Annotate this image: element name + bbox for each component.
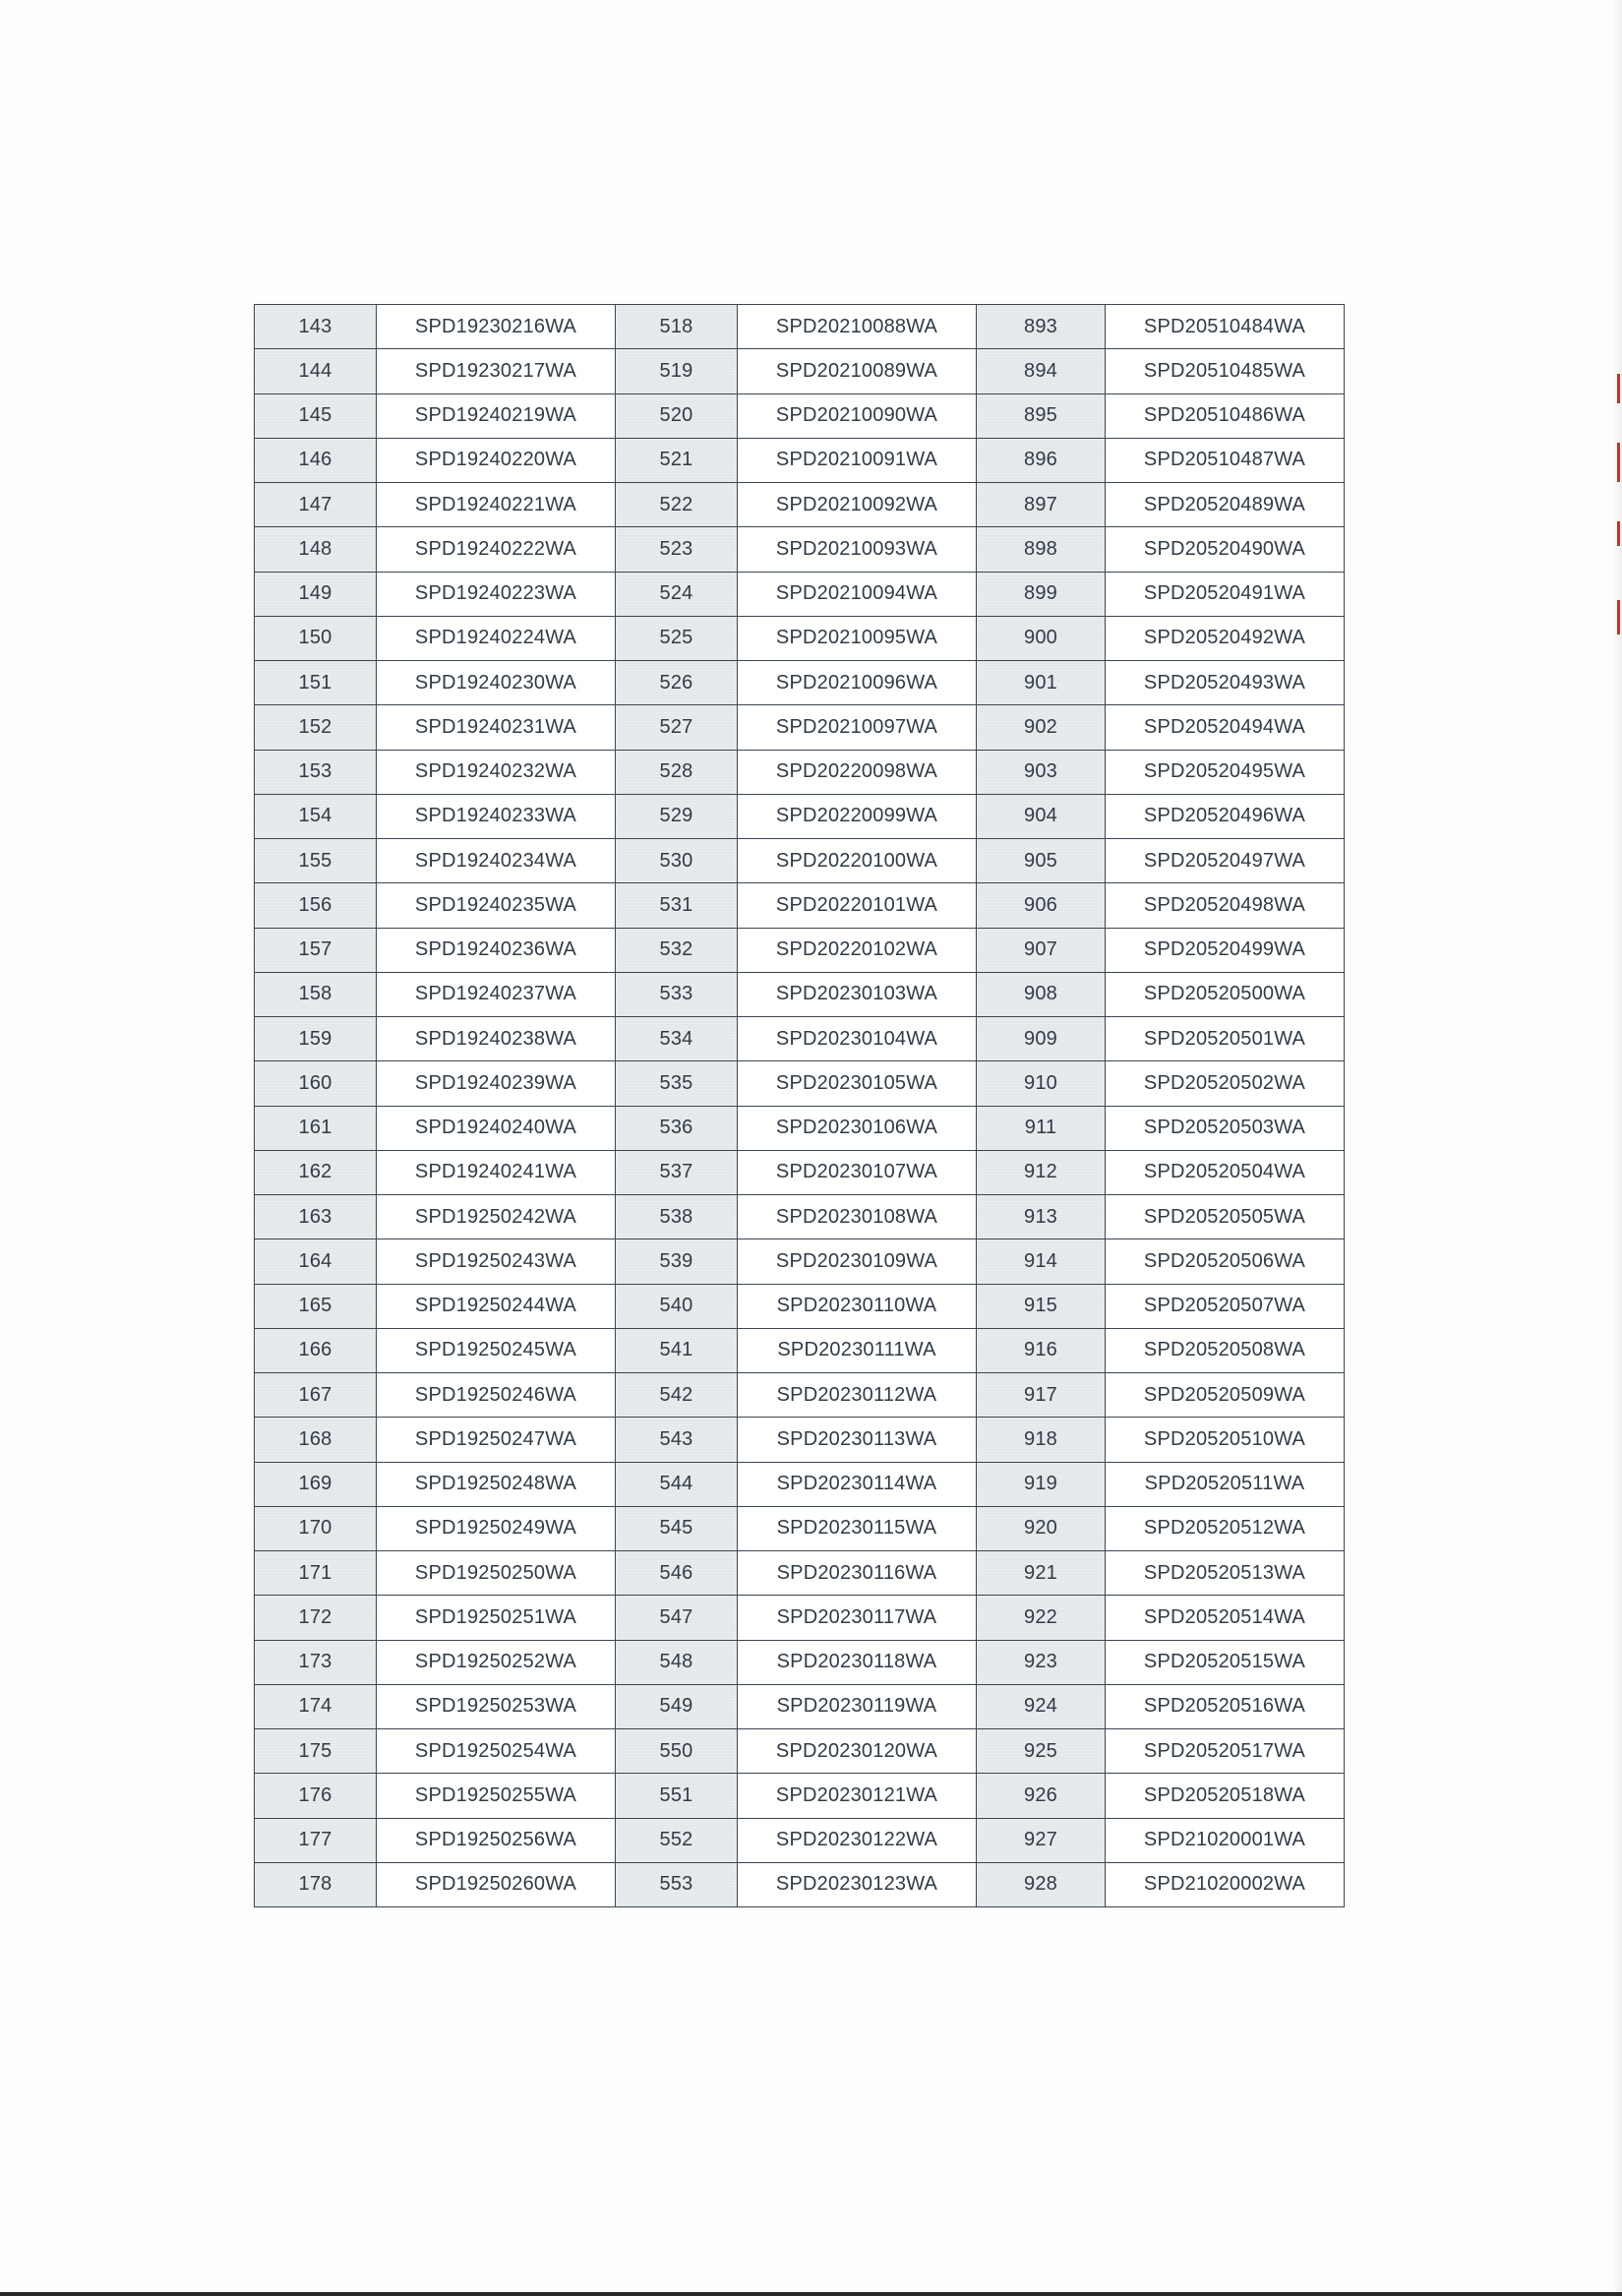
row-number-cell: 525 [616,616,738,660]
row-number-cell: 535 [616,1061,738,1106]
table-row [255,1150,1345,1194]
serial-code-cell: SPD20520515WA [1106,1640,1345,1684]
table-row [255,1017,1345,1061]
table-row [255,1328,1345,1372]
serial-code-cell: SPD20230115WA [738,1506,977,1550]
serial-code-cell: SPD20520494WA [1106,705,1345,750]
table-row [255,1640,1345,1684]
row-number-cell: 548 [616,1640,738,1684]
serial-code-cell: SPD20210090WA [738,393,977,438]
serial-code-cell: SPD19240235WA [377,883,616,928]
table-row [255,483,1345,527]
serial-code-cell: SPD19230217WA [377,349,616,393]
row-number-cell: 163 [255,1195,377,1239]
row-number-cell: 925 [977,1729,1106,1774]
serial-code-cell: SPD19240223WA [377,572,616,616]
row-number-cell: 144 [255,349,377,393]
serial-code-cell: SPD20210093WA [738,527,977,572]
row-number-cell: 172 [255,1596,377,1640]
row-number-cell: 519 [616,349,738,393]
row-number-cell: 908 [977,972,1106,1016]
row-number-cell: 154 [255,794,377,838]
serial-code-cell: SPD20520491WA [1106,572,1345,616]
serial-code-cell: SPD20230114WA [738,1462,977,1506]
serial-code-cell: SPD20520517WA [1106,1729,1345,1774]
serial-code-cell: SPD19250246WA [377,1373,616,1418]
row-number-cell: 161 [255,1106,377,1150]
serial-code-cell: SPD19240233WA [377,794,616,838]
row-number-cell: 900 [977,616,1106,660]
serial-code-cell: SPD20210091WA [738,438,977,482]
row-number-cell: 176 [255,1774,377,1818]
row-number-cell: 526 [616,661,738,705]
serial-code-cell: SPD20520495WA [1106,750,1345,794]
serial-code-cell: SPD20220102WA [738,928,977,972]
row-number-cell: 532 [616,928,738,972]
table-row [255,705,1345,750]
row-number-cell: 520 [616,393,738,438]
serial-code-cell: SPD20230112WA [738,1373,977,1418]
row-number-cell: 149 [255,572,377,616]
table-row [255,972,1345,1016]
table-row [255,1551,1345,1596]
serial-code-cell: SPD20210095WA [738,616,977,660]
serial-code-cell: SPD20210088WA [738,305,977,349]
serial-code-cell: SPD20220098WA [738,750,977,794]
row-number-cell: 917 [977,1373,1106,1418]
serial-code-cell: SPD20520503WA [1106,1106,1345,1150]
serial-code-cell: SPD19230216WA [377,305,616,349]
serial-code-cell: SPD19250249WA [377,1506,616,1550]
row-number-cell: 150 [255,616,377,660]
serial-code-cell: SPD19240222WA [377,527,616,572]
serial-code-cell: SPD20230120WA [738,1729,977,1774]
table-row [255,1462,1345,1506]
row-number-cell: 902 [977,705,1106,750]
row-number-cell: 910 [977,1061,1106,1106]
row-number-cell: 906 [977,883,1106,928]
table-row [255,1774,1345,1818]
row-number-cell: 550 [616,1729,738,1774]
row-number-cell: 159 [255,1017,377,1061]
row-number-cell: 922 [977,1596,1106,1640]
serial-code-cell: SPD20520507WA [1106,1284,1345,1328]
row-number-cell: 905 [977,839,1106,883]
row-number-cell: 178 [255,1862,377,1906]
row-number-cell: 171 [255,1551,377,1596]
serial-code-cell: SPD20510486WA [1106,393,1345,438]
row-number-cell: 177 [255,1818,377,1862]
row-number-cell: 928 [977,1862,1106,1906]
row-number-cell: 901 [977,661,1106,705]
row-number-cell: 536 [616,1106,738,1150]
serial-code-cell: SPD19240234WA [377,839,616,883]
table-row [255,1061,1345,1106]
row-number-cell: 169 [255,1462,377,1506]
row-number-cell: 143 [255,305,377,349]
row-number-cell: 170 [255,1506,377,1550]
serial-code-cell: SPD20210094WA [738,572,977,616]
serial-code-cell: SPD19240230WA [377,661,616,705]
row-number-cell: 926 [977,1774,1106,1818]
serial-code-cell: SPD20210092WA [738,483,977,527]
row-number-cell: 156 [255,883,377,928]
row-number-cell: 893 [977,305,1106,349]
serial-code-cell: SPD20520518WA [1106,1774,1345,1818]
row-number-cell: 148 [255,527,377,572]
row-number-cell: 552 [616,1818,738,1862]
serial-code-cell: SPD19240239WA [377,1061,616,1106]
serial-code-cell: SPD19240231WA [377,705,616,750]
serial-code-cell: SPD20230118WA [738,1640,977,1684]
row-number-cell: 522 [616,483,738,527]
row-number-cell: 155 [255,839,377,883]
serial-code-cell: SPD20230108WA [738,1195,977,1239]
serial-code-cell: SPD19250242WA [377,1195,616,1239]
serial-code-cell: SPD20520506WA [1106,1239,1345,1284]
row-number-cell: 916 [977,1328,1106,1372]
serial-code-cell: SPD20220100WA [738,839,977,883]
row-number-cell: 521 [616,438,738,482]
serial-code-cell: SPD20230123WA [738,1862,977,1906]
row-number-cell: 545 [616,1506,738,1550]
row-number-cell: 920 [977,1506,1106,1550]
serial-code-cell: SPD20230110WA [738,1284,977,1328]
row-number-cell: 158 [255,972,377,1016]
row-number-cell: 529 [616,794,738,838]
row-number-cell: 899 [977,572,1106,616]
row-number-cell: 165 [255,1284,377,1328]
row-number-cell: 145 [255,393,377,438]
row-number-cell: 924 [977,1684,1106,1728]
serial-code-cell: SPD20520505WA [1106,1195,1345,1239]
serial-code-cell: SPD19240224WA [377,616,616,660]
row-number-cell: 173 [255,1640,377,1684]
row-number-cell: 168 [255,1418,377,1462]
serial-code-cell: SPD20210096WA [738,661,977,705]
row-number-cell: 912 [977,1150,1106,1194]
serial-code-cell: SPD21020001WA [1106,1818,1345,1862]
serial-code-cell: SPD19250252WA [377,1640,616,1684]
serial-code-cell: SPD20230122WA [738,1818,977,1862]
serial-code-cell: SPD20520492WA [1106,616,1345,660]
row-number-cell: 919 [977,1462,1106,1506]
table-row [255,1239,1345,1284]
row-number-cell: 537 [616,1150,738,1194]
row-number-cell: 551 [616,1774,738,1818]
serial-code-cell: SPD20230113WA [738,1418,977,1462]
row-number-cell: 542 [616,1373,738,1418]
serial-code-cell: SPD21020002WA [1106,1862,1345,1906]
serial-code-cell: SPD19240240WA [377,1106,616,1150]
serial-code-cell: SPD19250250WA [377,1551,616,1596]
row-number-cell: 518 [616,305,738,349]
row-number-cell: 175 [255,1729,377,1774]
table-row [255,1284,1345,1328]
serial-code-cell: SPD20520490WA [1106,527,1345,572]
row-number-cell: 894 [977,349,1106,393]
serial-code-cell: SPD20520502WA [1106,1061,1345,1106]
table-row [255,1596,1345,1640]
row-number-cell: 915 [977,1284,1106,1328]
row-number-cell: 927 [977,1818,1106,1862]
table-row [255,1684,1345,1728]
row-number-cell: 152 [255,705,377,750]
serial-code-cell: SPD20520504WA [1106,1150,1345,1194]
row-number-cell: 531 [616,883,738,928]
row-number-cell: 174 [255,1684,377,1728]
serial-code-cell: SPD20230119WA [738,1684,977,1728]
serial-code-cell: SPD20230105WA [738,1061,977,1106]
serial-code-cell: SPD19250243WA [377,1239,616,1284]
row-number-cell: 146 [255,438,377,482]
row-number-cell: 527 [616,705,738,750]
row-number-cell: 541 [616,1328,738,1372]
serial-code-cell: SPD20520500WA [1106,972,1345,1016]
serial-code-cell: SPD19250254WA [377,1729,616,1774]
code-list-body [255,305,1345,1907]
row-number-cell: 528 [616,750,738,794]
scan-bottom-edge [0,2292,1622,2296]
row-number-cell: 895 [977,393,1106,438]
row-number-cell: 897 [977,483,1106,527]
serial-code-cell: SPD20520516WA [1106,1684,1345,1728]
table-row [255,305,1345,349]
row-number-cell: 157 [255,928,377,972]
scan-edge-shadow [1612,0,1622,2296]
table-row [255,750,1345,794]
serial-code-cell: SPD20520493WA [1106,661,1345,705]
serial-code-cell: SPD20230109WA [738,1239,977,1284]
serial-code-cell: SPD20520512WA [1106,1506,1345,1550]
row-number-cell: 538 [616,1195,738,1239]
serial-code-cell: SPD20210097WA [738,705,977,750]
row-number-cell: 160 [255,1061,377,1106]
row-number-cell: 153 [255,750,377,794]
serial-code-cell: SPD19250247WA [377,1418,616,1462]
serial-code-cell: SPD19240236WA [377,928,616,972]
table-row [255,928,1345,972]
row-number-cell: 533 [616,972,738,1016]
table-row [255,527,1345,572]
serial-code-cell: SPD20520513WA [1106,1551,1345,1596]
row-number-cell: 543 [616,1418,738,1462]
row-number-cell: 914 [977,1239,1106,1284]
serial-code-cell: SPD19240232WA [377,750,616,794]
row-number-cell: 151 [255,661,377,705]
serial-code-cell: SPD20520496WA [1106,794,1345,838]
serial-code-cell: SPD20210089WA [738,349,977,393]
table-row [255,393,1345,438]
serial-code-cell: SPD20220099WA [738,794,977,838]
serial-code-cell: SPD20520511WA [1106,1462,1345,1506]
serial-code-cell: SPD20520508WA [1106,1328,1345,1372]
row-number-cell: 898 [977,527,1106,572]
row-number-cell: 553 [616,1862,738,1906]
row-number-cell: 166 [255,1328,377,1372]
table-row [255,1818,1345,1862]
row-number-cell: 911 [977,1106,1106,1150]
row-number-cell: 540 [616,1284,738,1328]
serial-code-cell: SPD19250251WA [377,1596,616,1640]
row-number-cell: 913 [977,1195,1106,1239]
serial-code-cell: SPD20230107WA [738,1150,977,1194]
serial-code-cell: SPD20520510WA [1106,1418,1345,1462]
serial-code-cell: SPD20510485WA [1106,349,1345,393]
serial-code-cell: SPD20520497WA [1106,839,1345,883]
serial-code-cell: SPD20220101WA [738,883,977,928]
serial-code-cell: SPD19240219WA [377,393,616,438]
table-row [255,1862,1345,1906]
serial-code-cell: SPD19250256WA [377,1818,616,1862]
serial-code-cell: SPD20520489WA [1106,483,1345,527]
row-number-cell: 547 [616,1596,738,1640]
row-number-cell: 544 [616,1462,738,1506]
table-row [255,349,1345,393]
serial-code-cell: SPD19240241WA [377,1150,616,1194]
serial-code-cell: SPD19240238WA [377,1017,616,1061]
serial-code-cell: SPD19250260WA [377,1862,616,1906]
serial-code-cell: SPD20510484WA [1106,305,1345,349]
row-number-cell: 164 [255,1239,377,1284]
serial-code-cell: SPD19250253WA [377,1684,616,1728]
row-number-cell: 918 [977,1418,1106,1462]
row-number-cell: 546 [616,1551,738,1596]
row-number-cell: 896 [977,438,1106,482]
row-number-cell: 539 [616,1239,738,1284]
table-row [255,572,1345,616]
serial-code-cell: SPD20520509WA [1106,1373,1345,1418]
table-row [255,883,1345,928]
row-number-cell: 523 [616,527,738,572]
row-number-cell: 147 [255,483,377,527]
table-row [255,794,1345,838]
row-number-cell: 167 [255,1373,377,1418]
serial-code-cell: SPD19250244WA [377,1284,616,1328]
serial-code-cell: SPD20510487WA [1106,438,1345,482]
row-number-cell: 549 [616,1684,738,1728]
table-row [255,1506,1345,1550]
table-row [255,1729,1345,1774]
row-number-cell: 909 [977,1017,1106,1061]
serial-code-cell: SPD20230117WA [738,1596,977,1640]
table-row [255,1106,1345,1150]
table-row [255,438,1345,482]
row-number-cell: 923 [977,1640,1106,1684]
table-row [255,1418,1345,1462]
row-number-cell: 903 [977,750,1106,794]
serial-code-cell: SPD20230121WA [738,1774,977,1818]
serial-code-cell: SPD20230111WA [738,1328,977,1372]
row-number-cell: 530 [616,839,738,883]
serial-code-cell: SPD19250248WA [377,1462,616,1506]
table-row [255,661,1345,705]
serial-code-cell: SPD20520498WA [1106,883,1345,928]
table-row [255,1373,1345,1418]
serial-code-cell: SPD19240237WA [377,972,616,1016]
row-number-cell: 162 [255,1150,377,1194]
table-row [255,1195,1345,1239]
serial-code-cell: SPD20520514WA [1106,1596,1345,1640]
table-row [255,839,1345,883]
serial-code-cell: SPD19240220WA [377,438,616,482]
serial-code-cell: SPD20230106WA [738,1106,977,1150]
row-number-cell: 534 [616,1017,738,1061]
serial-code-cell: SPD20230116WA [738,1551,977,1596]
table-row [255,616,1345,660]
serial-code-cell: SPD20520499WA [1106,928,1345,972]
serial-code-cell: SPD19240221WA [377,483,616,527]
serial-code-cell: SPD19250245WA [377,1328,616,1372]
row-number-cell: 524 [616,572,738,616]
row-number-cell: 921 [977,1551,1106,1596]
serial-code-cell: SPD20230103WA [738,972,977,1016]
serial-code-cell: SPD19250255WA [377,1774,616,1818]
serial-code-cell: SPD20520501WA [1106,1017,1345,1061]
row-number-cell: 904 [977,794,1106,838]
serial-code-cell: SPD20230104WA [738,1017,977,1061]
code-list-table [254,304,1345,1907]
row-number-cell: 907 [977,928,1106,972]
